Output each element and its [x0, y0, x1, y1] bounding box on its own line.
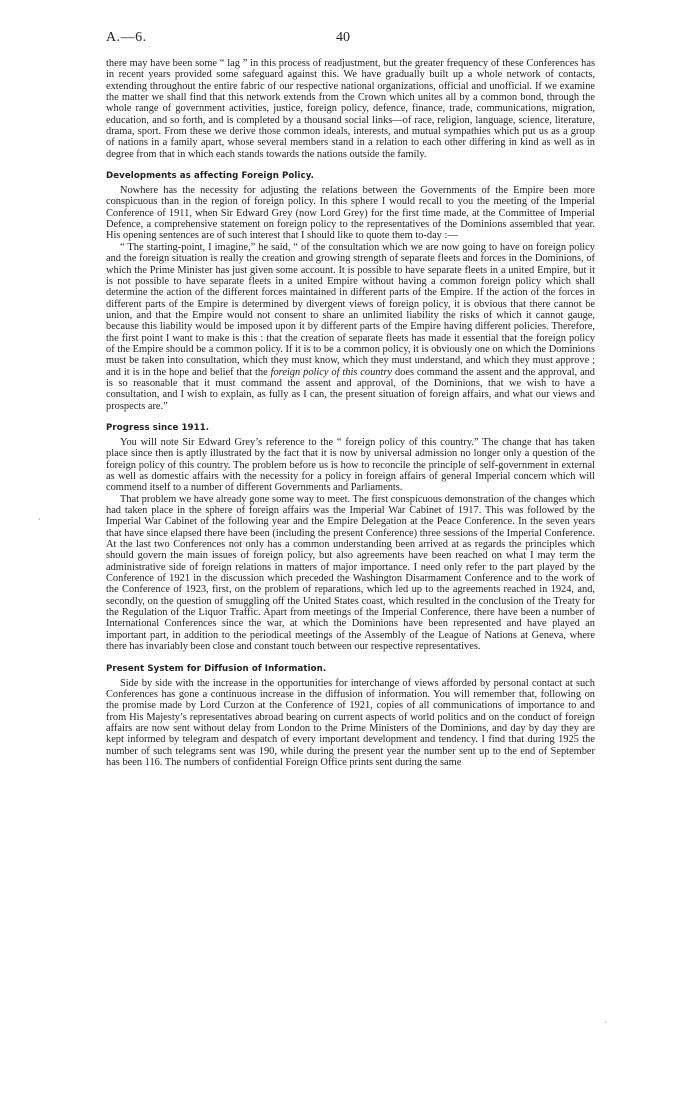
intro-paragraph: there may have been some “ lag ” in this process of readjustment, but the greater frequency of these Conferences has in recent years provided some safeguard against this. We have gradually built up a whole network of contacts, extending throughout the entire fabric of our respective national organizations, official and unofficial. If we examine the matter we shall find that this network extends from the Crown which unites all by a common bond, through the whole range of government activities, justice, foreign policy, defence, finance, trade, communications, migration, education, and so forth, and is completed by a thousand social links—of race, religion, language, science, literature, drama, sport. From these we derive those common ideals, interests, and mutual sympathies which put us as a group of nations in a family apart, whose several members stand in a relation to each other differing in kind as well as in degree from that in which each stands towards the nations outside the family. [106, 58, 595, 160]
progress-paragraph-2: That problem we have already gone some way to meet. The first conspicuous demonstration of the changes which had taken place in the sphere of foreign affairs was the Imperial War Cabinet of 1917. This was followed by the Imperial War Cabinet of the following year and the Empire Delegation at the Peace Conference. In the seven years that have since elapsed there have been (including the present Conference) three sessions of the Imperial Conference. At the last two Conferences not only has a common understanding been arrived at as regards the principles which should govern the main issues of foreign policy, but also agreements have been reached on what I may term the administrative side of foreign relations in matters of major importance. I need only refer to the part played by the Conference of 1921 in the discussion which preceded the Washington Disarmament Conference and to the work of the Conference of 1923, first, on the problem of reparations, which led up to the agreements reached in 1924, and, secondly, on the question of smuggling off the United States coast, which resulted in the conclusion of the Treaty for the Regulation of the Liquor Traffic. Apart from meetings of the Imperial Conference, there have been a number of International Conferences since the war, at which the Dominions have been represented and have played an important part, in addition to the periodical meetings of the Assembly of the League of Nations at Geneva, where there has invariably been close and constant touch between our respective representatives. [106, 493, 595, 653]
section-heading-foreign-policy: Developments as affecting Foreign Policy. [106, 171, 314, 182]
foreign-policy-paragraph: Nowhere has the necessity for adjusting the relations between the Governments of the Empire been more conspicuous than in the region of foreign policy. In this sphere I would recall to you the meeting of the Imperial Conference of 1911, when Sir Edward Grey (now Lord Grey) for the first time made, at the Committee of Imperial Defence, a comprehensive statement on foreign policy to the representatives of the Dominions assembled that year. His opening sentences are of such interest that I should like to quote them to-day :— [106, 185, 595, 242]
quote-italic-phrase: foreign policy of this country [270, 366, 393, 378]
document-page [106, 30, 595, 768]
quote-text-start: “ The starting-point, I imagine,” he said, “ of the consultation which we are now going to have on foreign policy and the foreign situation is really the creation and growing strength of separate fleets and forces in the Dominions, of which the Prime Minister has just given some account. It is possible to have separate fleets in a united Empire, but it is not possible to have separate fleets in a united Empire without having a common foreign policy which shall determine the action of the different forces maintained in different parts of the Empire. If the action of the forces in different parts of the Empire is determined by divergent views of foreign policy, it is obvious that there cannot be union, and that the Empire would not consent to share an unlimited liability the risks of which it cannot gauge, because this liability would be imposed upon it by different parts of the Empire having different policies. Therefore, the first point I want to make is this : that the creation of separate fleets has made it essential that the foreign policy of the Empire should be a common policy. If it is to be a common policy, it is obviously one on which the Dominions must be taken into consultation, which they must know, which they must understand, and which they must approve ; and it is in the hope and belief that the [106, 241, 595, 378]
section-heading-progress: Progress since 1911. [106, 422, 210, 433]
progress-paragraph-1: You will note Sir Edward Grey’s reference to the “ foreign policy of this country.” The change that has taken place since then is aptly illustrated by the fact that it is now by universal admission no longer only a question of the foreign policy of this country. The problem before us is how to reconcile the principle of self-government in external as well as domestic affairs with the necessity for a policy in foreign affairs of general Imperial concern which will commend itself to a number of different Governments and Parliaments. [106, 436, 595, 494]
corner-mark: ´ [604, 1020, 607, 1030]
document-reference: A.—6. [106, 30, 147, 45]
information-paragraph: Side by side with the increase in the opportunities for interchange of views afforded by personal contact at such Conferences has gone a continuous increase in the diffusion of information. You will remember that, following on the promise made by Lord Curzon at the Conference of 1921, copies of all communications of importance to and from His Majesty’s representatives abroad bearing on current aspects of world politics and on the conduct of foreign affairs are now sent without delay from London to the Prime Ministers of the Dominions, and day by day they are kept informed by telegram and despatch of every important development and tendency. I find that during 1925 the number of such telegrams sent was 190, while during the present year the number sent up to the end of September has been 116. The numbers of confidential Foreign Office prints sent during the same [106, 677, 595, 768]
quote-text-end: does command the assent and the approval, and is so reasonable that it must command the assent and approval, of the Dominions, that we wish to have a consultation, and I wish to explain, as fully as I can, the present situation of foreign affairs, and what our views and prospects are.” [106, 366, 595, 412]
page-number: 40 [336, 30, 350, 45]
grey-quotation [106, 242, 595, 412]
section-heading-information: Present System for Diffusion of Information. [106, 663, 327, 674]
margin-dot-mark: · [38, 514, 41, 524]
page-header [106, 30, 595, 52]
